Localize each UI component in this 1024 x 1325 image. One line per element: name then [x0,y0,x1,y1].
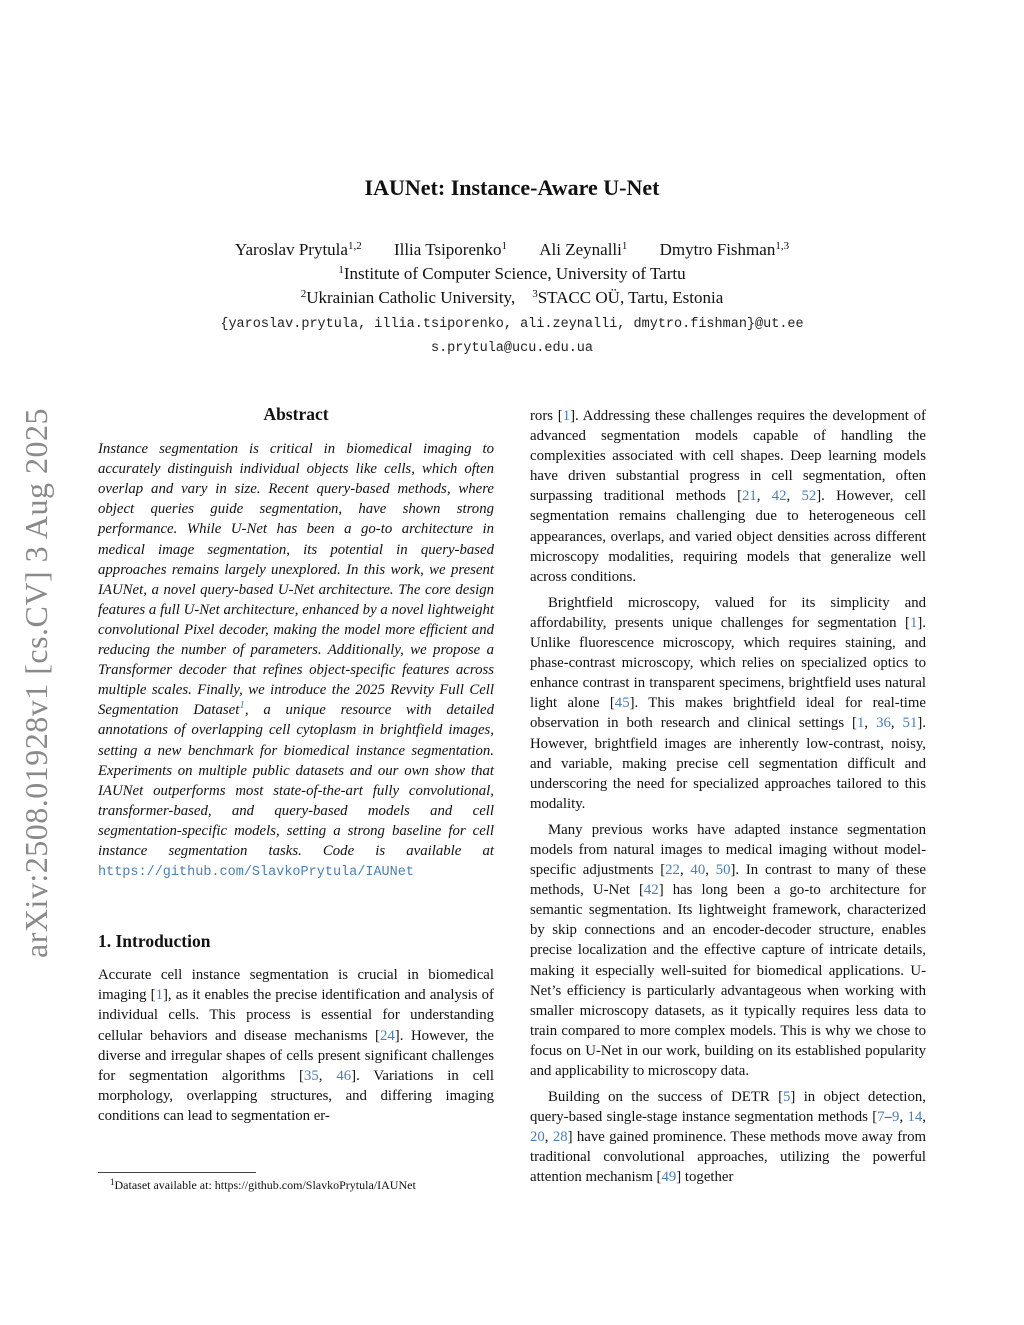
citation[interactable]: 21 [742,488,757,505]
paper-title: IAUNet: Instance-Aware U-Net [364,175,660,200]
author-list [0,240,1024,260]
citation[interactable]: 1 [909,614,918,631]
citation[interactable]: 24 [379,1027,395,1044]
intro-paragraph-3: Many previous works have adapted instance segmentation models from natural images to medical imaging without model-specific adjustments [22, 40, 50]. In contrast to many of these methods, U-Net [42] has long been a go-to architecture for semantic segmentation. Its lightweight framework, characterized by skip connections and an encoder-decoder structure, enables precise localization and the effective capture of intricate details, making it especially well-suited for biomedical applications. U-Net’s efficiency is particularly advantageous when working with smaller microscopy datasets, as it typically requires less data to train compared to more complex models. This is why we chose to focus on U-Net in our work, building on its established popularity and applicability to microscopy data. [530,821,926,1079]
citation[interactable]: 1 [562,408,571,424]
footnote-rule [98,1172,256,1173]
author: Illia Tsiporenko$^1$ [393,240,507,259]
author: Yaroslav Prytula$^{1,2}$ [234,240,362,259]
citation[interactable]: 36 [876,715,891,732]
affiliation-line-1: $^1$Institute of Computer Science, University of Tartu [338,264,686,283]
citation[interactable]: 28 [552,1129,568,1146]
citation[interactable]: 7 [877,1109,885,1126]
citation[interactable]: 42 [771,488,787,505]
citation[interactable]: 20 [530,1129,545,1146]
intro-paragraph-2: Brightfield microscopy, valued for its simplicity and affordability, presents unique challenges for segmentation [1]. Unlike fluorescence microscopy, which requires staining, and phase-contrast microscopy, which relies on specialized optics to enhance contrast in transparent specimens, brightfield uses natural light alone [45]. This makes brightfield ideal for real-time observation in both research and clinical settings [1, 36, 51]. However, brightfield images are inherently low-contrast, noisy, and variable, making precise cell segmentation difficult and underscoring the need for specialized approaches tailored to this modality. [530,594,926,812]
citation[interactable]: 1 [857,715,865,732]
citation[interactable]: 46 [336,1067,352,1084]
citation[interactable]: 5 [783,1089,791,1106]
citation[interactable]: 49 [661,1169,677,1186]
citation[interactable]: 35 [303,1067,319,1084]
citation[interactable]: 40 [690,862,706,879]
right-column [530,406,926,1188]
author: Dmytro Fishman$^{1,3}$ [659,240,790,259]
code-link[interactable]: https://github.com/SlavkoPrytula/IAUNet [98,865,414,881]
citation[interactable]: 51 [902,715,918,732]
intro-paragraph-1-continued: rors [1]. Addressing these challenges requires the development of advanced segmentation models capable of handling the complexities associated with cell shapes. Deep learning models have driven substantial progress in cell segmentation, often surpassing traditional methods [21, 42, 52]. However, cell segmentation remains challenging due to heterogeneous cell appearances, overlaps, and varied object densities across different microscopy modalities, requiring models that generalize well across conditions. [530,408,926,585]
citation[interactable]: 42 [643,882,659,899]
author: Ali Zeynalli$^1$ [539,240,628,259]
citation[interactable]: 45 [614,695,630,712]
footnote: $^1$Dataset available at: https://github.com/SlavkoPrytula/IAUNet [110,1177,416,1192]
abstract-heading: Abstract [263,404,329,424]
abstract-text: Instance segmentation is critical in biomedical imaging to accurately distinguish individual objects like cells, which often overlap and vary in size. Recent query-based methods, where object queries guide segmentation, have shown strong performance. While U-Net has been a go-to architecture in medical image segmentation, its potential in query-based approaches remains largely unexplored. In this work, we present IAUNet, a novel query-based U-Net architecture. The core design features a full U-Net architecture, enhanced by a novel lightweight convolutional Pixel decoder, making the model more efficient and reducing the number of parameters. Additionally, we propose a Transformer decoder that refines object-specific features across multiple scales. Finally, we introduce the 2025 Revvity Full Cell Segmentation Dataset$^1$, a unique resource with detailed annotations of overlapping cell cytoplasm in brightfield images, setting a new benchmark for biomedical instance segmentation. Experiments on multiple public datasets and our own show that IAUNet outperforms most state-of-the-art fully convolutional, transformer-based, and query-based models and cell segmentation-specific models, setting a strong baseline for cell instance segmentation tasks. Code is available at https://github.com/SlavkoPrytula/IAUNet [98,441,495,881]
affiliation-line-2: $^2$Ukrainian Catholic University, $^3$STACC OÜ, Tartu, Estonia [300,288,724,307]
left-column [98,404,494,1126]
citation[interactable]: 9 [892,1109,900,1126]
citation[interactable]: 50 [715,862,731,879]
author-email-secondary: s.prytula@ucu.edu.ua [430,341,594,356]
intro-paragraph-1: Accurate cell instance segmentation is crucial in biomedical imaging [1], as it enables the precise identification and analysis of individual cells. This process is essential for understanding cellular behaviors and disease mechanisms [24]. However, the diverse and irregular shapes of cells present significant challenges for segmentation algorithms [35, 46]. Variations in cell morphology, overlapping structures, and differing imaging conditions can lead to segmentation er- [98,967,494,1124]
citation[interactable]: 1 [155,987,163,1004]
citation[interactable]: 14 [907,1109,923,1126]
footnote-marker[interactable]: 1 [239,699,245,712]
section-heading-introduction: 1. Introduction [98,931,211,952]
arxiv-identifier: arXiv:2508.01928v1 [cs.CV] 3 Aug 2025 [18,407,54,958]
citation[interactable]: 52 [801,488,817,505]
intro-paragraph-4: Building on the success of DETR [5] in object detection, query-based single-stage instance segmentation methods [7–9, 14, 20, 28] have gained prominence. These methods move away from traditional convolutional approaches, utilizing the powerful attention mechanism [49] together [530,1089,926,1186]
author-emails: {yaroslav.prytula, illia.tsiporenko, ali.zeynalli, dmytro.fishman}@ut.ee [220,317,804,332]
citation[interactable]: 22 [665,862,680,879]
